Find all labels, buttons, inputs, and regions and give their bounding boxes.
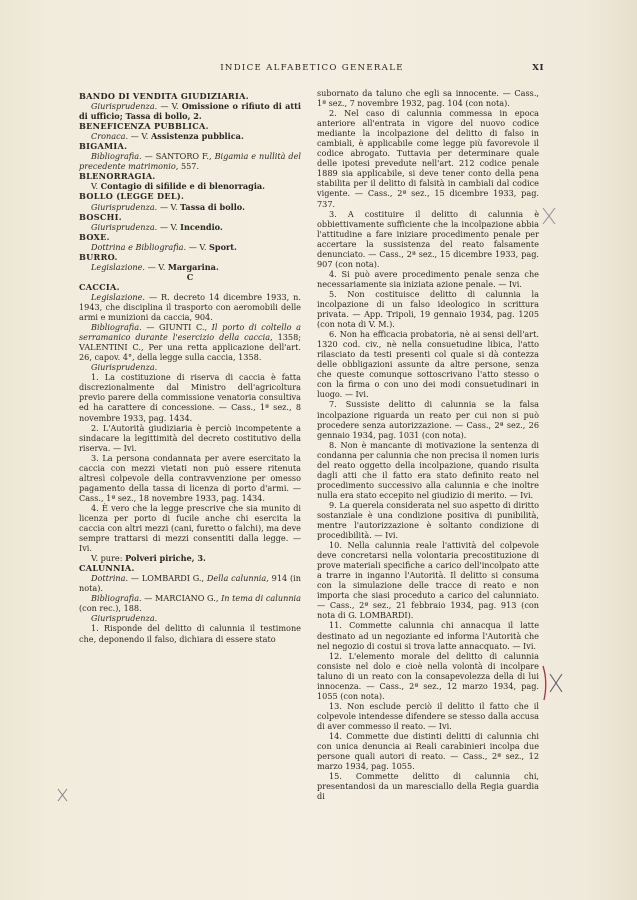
section-letter: C: [186, 271, 194, 282]
numbered-paragraph: 3. La persona condannata per avere esercitato la caccia con mezzi vietati non può essere ritenuta altresì colpevole della contravvenzione per omesso pagamento della tassa di licenza di porto d'armi. — Cass., 1ª sez., 18 novembre 1933, pag. 1434.: [79, 452, 301, 503]
left-column: [79, 88, 301, 644]
entry-title: In tema di calunnia: [221, 593, 301, 604]
index-entry: [79, 573, 301, 593]
index-entry: [79, 242, 301, 252]
numbered-paragraph: 2. L'Autorità giudiziaria è perciò incompetente a sindacare la legittimità del decreto costitutivo della riserva. — Ivi.: [79, 422, 301, 453]
entry-title: Della calunnia,: [206, 573, 269, 584]
index-entry: [79, 262, 301, 272]
numbered-paragraph: 9. La querela considerata nel suo aspetto di diritto sostanziale è una condizione positiva di punibilità, mentre l'autorizzazione è soltanto condizione di procedibilità. — Ivi.: [317, 499, 539, 541]
index-headword: BANDO DI VENDITA GIUDIZIARIA.: [79, 91, 249, 101]
numbered-paragraph: 1. La costituzione di riserva di caccia è fatta discrezionalmente dal Ministro dell'agricoltura previo parere della commissione venatoria consultiva ed ha carattere di concessione. — Cass., 1ª sez., 8 novembre 1933, pag. 1434.: [79, 372, 301, 423]
right-column: [317, 88, 539, 801]
pencil-annotation-x-icon: [540, 205, 558, 227]
numbered-paragraph: subornato da taluno che egli sa innocente. — Cass., 1ª sez., 7 novembre 1932, pag. 104 (con nota).: [317, 88, 539, 109]
numbered-paragraph: 2. Nel caso di calunnia commessa in epoca anteriore all'entrata in vigore del nuovo codice mediante la incolpazione del delitto di falso in cambiali, è applicabile come legge più favorevole il codice abrogato. Tuttavia per determinare quale delle ipotesi prevedute nell'art. 212 codice penale 1889 sia applicabile, si deve tener conto della pena stabilita per il delitto di falsità in cambiali dal codice vigente. — Cass., 2ª sez., 15 dicembre 1933, pag. 737.: [317, 108, 539, 209]
numbered-paragraph: 3. A costituire il delitto di calunnia è obbiettivamente sufficiente che la incolpazione abbia l'attitudine a fare iniziare procedimento penale per accertare la sussistenza del reato falsamente denunciato. — Cass., 2ª sez., 15 dicembre 1933, pag. 907 (con nota).: [317, 208, 539, 269]
numbered-paragraph: 4. Si può avere procedimento penale senza che necessariamente sia iniziata azione penale. — Ivi.: [317, 268, 539, 289]
index-entry: [79, 362, 301, 372]
index-entry: [79, 151, 301, 171]
entry-reference: Contagio di sifilide e di blenorragia.: [100, 181, 266, 192]
entry-section: Bibliografia.: [91, 322, 142, 333]
index-headword: BENEFICENZA PUBBLICA.: [79, 121, 209, 132]
entry-section: Dottrina.: [91, 573, 129, 584]
entry-tail: (con rec.), 188.: [79, 603, 142, 614]
entry-title: Il porto di coltello a serramanico durante l'esercizio della caccia,: [79, 322, 301, 343]
entry-text: — MARCIANO G.,: [141, 593, 222, 604]
index-entry: [79, 613, 301, 623]
numbered-paragraph: 14. Commette due distinti delitti di calunnia chi con unica denuncia ai Reali carabinieri incolpa due persone quali autori di reato. — Cass., 2ª sez., 12 marzo 1934, pag. 1055.: [317, 731, 539, 772]
entry-text: — V.: [186, 241, 210, 252]
numbered-paragraph: 4. È vero che la legge prescrive che sia munito di licenza per porto di fucile anche chi esercita la caccia con altri mezzi (cani, furetto o falchi), ma deve sempre trattarsi di mezzi consentiti dalla legge. — Ivi.: [79, 502, 301, 554]
index-headword: CALUNNIA.: [79, 563, 135, 574]
pencil-annotation-mark-icon: [540, 660, 564, 704]
entry-reference: Tassa di bollo.: [180, 201, 245, 212]
entry-text: — V.: [157, 101, 182, 112]
index-headword: BIGAMIA.: [79, 141, 128, 152]
numbered-paragraph: 15. Commette delitto di calunnia chi, presentandosi da un maresciallo della Regia guardia di: [317, 771, 539, 802]
entry-section: Giurisprudenza.: [91, 201, 158, 212]
index-headword: BURRO.: [79, 251, 118, 262]
entry-text: — V.: [145, 261, 168, 272]
entry-tail: 1358; VALENTINI C., Per una retta applicazione dell'art. 26, capov. 4°, della legge sulla caccia, 1358.: [79, 332, 301, 363]
entry-reference: Omissione o rifiuto di atti di ufficio; Tassa di bollo, 2.: [79, 101, 301, 122]
index-entry: [79, 222, 301, 232]
index-headword: BLENORRAGIA.: [79, 171, 156, 182]
entry-reference: Sport.: [209, 241, 237, 252]
header-title: INDICE ALFABETICO GENERALE: [220, 63, 404, 73]
page-number: XI: [532, 63, 544, 73]
index-entry: [79, 593, 301, 613]
entry-text: — V.: [157, 221, 181, 232]
numbered-paragraph: 10. Nella calunnia reale l'attività del colpevole deve concretarsi nella volontaria precostituzione di prove materiali specifiche a carico dell'incolpato atte a trarre in inganno l'Autorità. Il delitto si consuma con la simulazione delle tracce di reato e non importa che siasi proceduto a carico del calunniato. — Cass., 2ª sez., 21 febbraio 1934, pag. 913 (con nota di G. LOMBARDI).: [317, 540, 539, 621]
pencil-annotation-bottom-icon: [56, 786, 70, 804]
entry-text: — SANTORO F.,: [141, 151, 215, 162]
entry-text: — V.: [157, 201, 181, 212]
numbered-paragraph: 12. L'elemento morale del delitto di calunnia consiste nel dolo e cioè nella volontà di incolpare taluno di un reato con la consapevolezza della di lui innocenza. — Cass., 2ª sez., 12 marzo 1934, pag. 1055 (con nota).: [317, 650, 539, 701]
entry-reference: Incendio.: [180, 221, 223, 232]
index-entry: [79, 131, 301, 141]
entry-section: Legislazione.: [91, 261, 146, 272]
entry-tail: 557.: [178, 161, 200, 172]
entry-section: Giurisprudenza.: [91, 221, 158, 232]
entry-text: V. pure:: [91, 553, 126, 564]
entry-section: Cronaca.: [91, 131, 129, 142]
entry-section: Legislazione.: [91, 291, 146, 302]
entry-text: — V.: [128, 131, 151, 142]
index-entry: [79, 101, 301, 121]
entry-text: — LOMBARDI G.,: [128, 573, 207, 584]
entry-section: Bibliografia.: [91, 593, 142, 604]
index-headword: BOSCHI.: [79, 211, 122, 222]
numbered-paragraph: 11. Commette calunnia chi annacqua il latte destinato ad un negoziante ed informa l'Autorità che nel negozio di costui si trova latte annacquato. — Ivi.: [317, 620, 539, 651]
numbered-paragraph: 8. Non è mancante di motivazione la sentenza di condanna per calunnia che non precisa il nomen iuris del reato oggetto della incolpazione, quando risulta dagli atti che il fatto era stato definito reato nel procedimento successivo alla calunnia e che inoltre nulla era stato eccepito nel giudizio di merito. — Ivi.: [317, 439, 539, 500]
index-entry: [79, 322, 301, 362]
entry-reference: Margarina.: [167, 261, 219, 272]
entry-tail: 914 (in nota).: [79, 573, 301, 594]
index-headword: BOLLO (LEGGE DEL).: [79, 191, 185, 202]
entry-text: V.: [91, 181, 101, 192]
index-entry: [79, 553, 301, 563]
numbered-paragraph: 5. Non costituisce delitto di calunnia la incolpazione di un falso ideologico in scrittura privata. — App. Tripoli, 19 gennaio 1934, pag. 1205 (con nota di V. M.).: [317, 288, 539, 330]
index-entry: [79, 181, 301, 191]
entry-text: — GIUNTI C.,: [141, 322, 212, 333]
entry-section: Giurisprudenza.: [91, 362, 158, 373]
entry-section: Giurisprudenza.: [91, 613, 158, 624]
numbered-paragraph: 1. Risponde del delitto di calunnia il testimone che, deponendo il falso, dichiara di essere stato: [79, 623, 301, 644]
index-headword: BOXE.: [79, 231, 110, 242]
entry-section: Dottrina e Bibliografia.: [91, 241, 187, 252]
running-header: [80, 63, 544, 73]
index-entry: [79, 292, 301, 322]
index-entry: [79, 202, 301, 212]
entry-reference: Polveri piriche, 3.: [125, 553, 206, 564]
entry-text: — R. decreto 14 dicembre 1933, n. 1943, che disciplina il trasporto con aeromobili delle armi e munizioni da caccia, 904.: [79, 291, 301, 323]
entry-section: Giurisprudenza.: [91, 101, 158, 112]
entry-reference: Assistenza pubblica.: [150, 131, 244, 142]
numbered-paragraph: 6. Non ha efficacia probatoria, nè ai sensi dell'art. 1320 cod. civ., nè nella consuetudine libica, l'atto rilasciato da testi presenti col quale si dà contezza delle obbligazioni assunte da altre persone, senza che queste comunque sottoscrivano l'atto stesso o con la firma o con uno dei modi consuetudinari in luogo. — Ivi.: [317, 329, 539, 400]
entry-title: Bigamia e nullità del precedente matrimonio,: [79, 151, 301, 172]
numbered-paragraph: 13. Non esclude perciò il delitto il fatto che il colpevole intendesse difendere se stesso dalla accusa di aver commesso il reato. — Ivi.: [317, 700, 539, 731]
entry-section: Bibliografia.: [91, 151, 142, 162]
numbered-paragraph: 7. Sussiste delitto di calunnia se la falsa incolpazione riguarda un reato per cui non si può procedere senza autorizzazione. — Cass., 2ª sez., 26 gennaio 1934, pag. 1031 (con nota).: [317, 399, 539, 440]
index-headword: CACCIA.: [79, 281, 120, 292]
